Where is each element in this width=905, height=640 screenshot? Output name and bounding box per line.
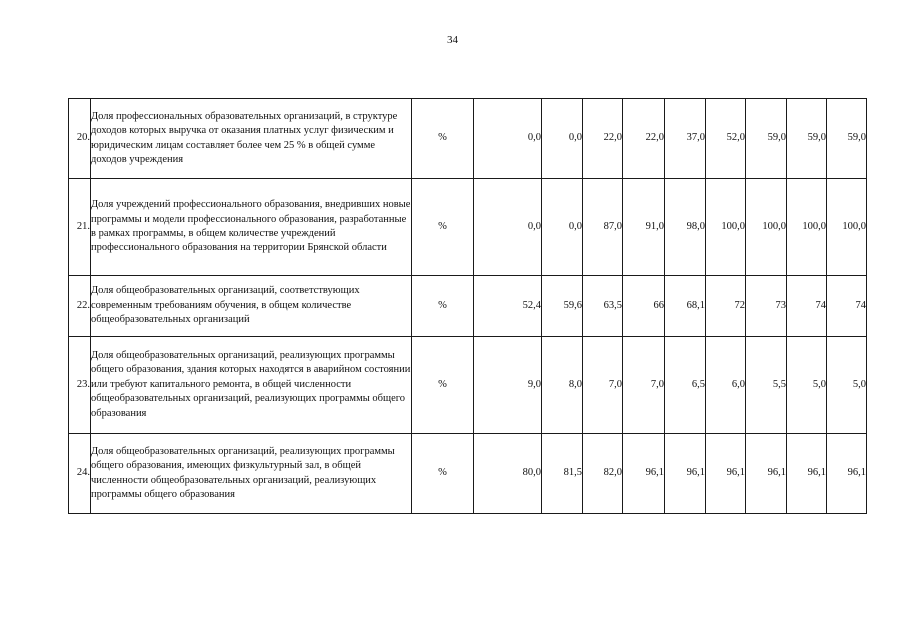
table-row [69, 337, 867, 434]
row-number: 21. [69, 179, 91, 276]
value-cell: 91,0 [623, 179, 665, 276]
value-cell: 7,0 [623, 337, 665, 434]
value-cell: 59,0 [827, 99, 867, 179]
value-cell: 7,0 [583, 337, 623, 434]
value-cell: 5,0 [827, 337, 867, 434]
value-cell: 9,0 [474, 337, 542, 434]
value-cell: 100,0 [706, 179, 746, 276]
row-number: 20. [69, 99, 91, 179]
value-cell: 100,0 [787, 179, 827, 276]
unit-cell: % [412, 179, 474, 276]
value-cell: 98,0 [665, 179, 706, 276]
page-number: 34 [447, 34, 458, 46]
row-number: 22. [69, 276, 91, 337]
value-cell: 0,0 [474, 99, 542, 179]
value-cell: 100,0 [827, 179, 867, 276]
value-cell: 73 [746, 276, 787, 337]
table-row [69, 434, 867, 514]
value-cell: 74 [827, 276, 867, 337]
value-cell: 96,1 [746, 434, 787, 514]
indicators-table [68, 98, 867, 514]
unit-cell: % [412, 99, 474, 179]
row-number: 24. [69, 434, 91, 514]
value-cell: 0,0 [474, 179, 542, 276]
table-row [69, 179, 867, 276]
value-cell: 52,4 [474, 276, 542, 337]
unit-cell: % [412, 276, 474, 337]
table-row [69, 99, 867, 179]
value-cell: 96,1 [665, 434, 706, 514]
value-cell: 22,0 [583, 99, 623, 179]
value-cell: 80,0 [474, 434, 542, 514]
indicator-description: Доля учреждений профессионального образования, внедривших новые программы и модели профессионального образования, разработанные в рамках программы, в общем количестве учреждений профессионального образования на территории Брянской области [91, 179, 412, 276]
value-cell: 5,0 [787, 337, 827, 434]
value-cell: 96,1 [706, 434, 746, 514]
indicator-description: Доля общеобразовательных организаций, реализующих программы общего образования, имеющих физкультурный зал, в общей численности общеобразовательных организаций, реализующих программы общего образования [91, 434, 412, 514]
value-cell: 22,0 [623, 99, 665, 179]
value-cell: 0,0 [542, 179, 583, 276]
value-cell: 100,0 [746, 179, 787, 276]
value-cell: 6,0 [706, 337, 746, 434]
value-cell: 8,0 [542, 337, 583, 434]
value-cell: 68,1 [665, 276, 706, 337]
value-cell: 96,1 [827, 434, 867, 514]
value-cell: 66 [623, 276, 665, 337]
value-cell: 59,0 [746, 99, 787, 179]
row-number: 23. [69, 337, 91, 434]
unit-cell: % [412, 337, 474, 434]
value-cell: 52,0 [706, 99, 746, 179]
value-cell: 59,6 [542, 276, 583, 337]
indicator-description: Доля общеобразовательных организаций, реализующих программы общего образования, здания которых находятся в аварийном состоянии или требуют капитального ремонта, в общей численности общеобразовательных организаций, реализующих программы общего образования [91, 337, 412, 434]
value-cell: 74 [787, 276, 827, 337]
indicator-description: Доля общеобразовательных организаций, соответствующих современным требованиям обучения, в общем количестве общеобразовательных организаций [91, 276, 412, 337]
value-cell: 37,0 [665, 99, 706, 179]
value-cell: 82,0 [583, 434, 623, 514]
indicator-description: Доля профессиональных образовательных организаций, в структуре доходов которых выручка от оказания платных услуг физическим и юридическим лицам составляет более чем 25 % в общей сумме доходов учреждения [91, 99, 412, 179]
value-cell: 87,0 [583, 179, 623, 276]
value-cell: 96,1 [787, 434, 827, 514]
value-cell: 81,5 [542, 434, 583, 514]
value-cell: 96,1 [623, 434, 665, 514]
unit-cell: % [412, 434, 474, 514]
value-cell: 59,0 [787, 99, 827, 179]
value-cell: 0,0 [542, 99, 583, 179]
value-cell: 63,5 [583, 276, 623, 337]
value-cell: 72 [706, 276, 746, 337]
value-cell: 6,5 [665, 337, 706, 434]
value-cell: 5,5 [746, 337, 787, 434]
table-row [69, 276, 867, 337]
